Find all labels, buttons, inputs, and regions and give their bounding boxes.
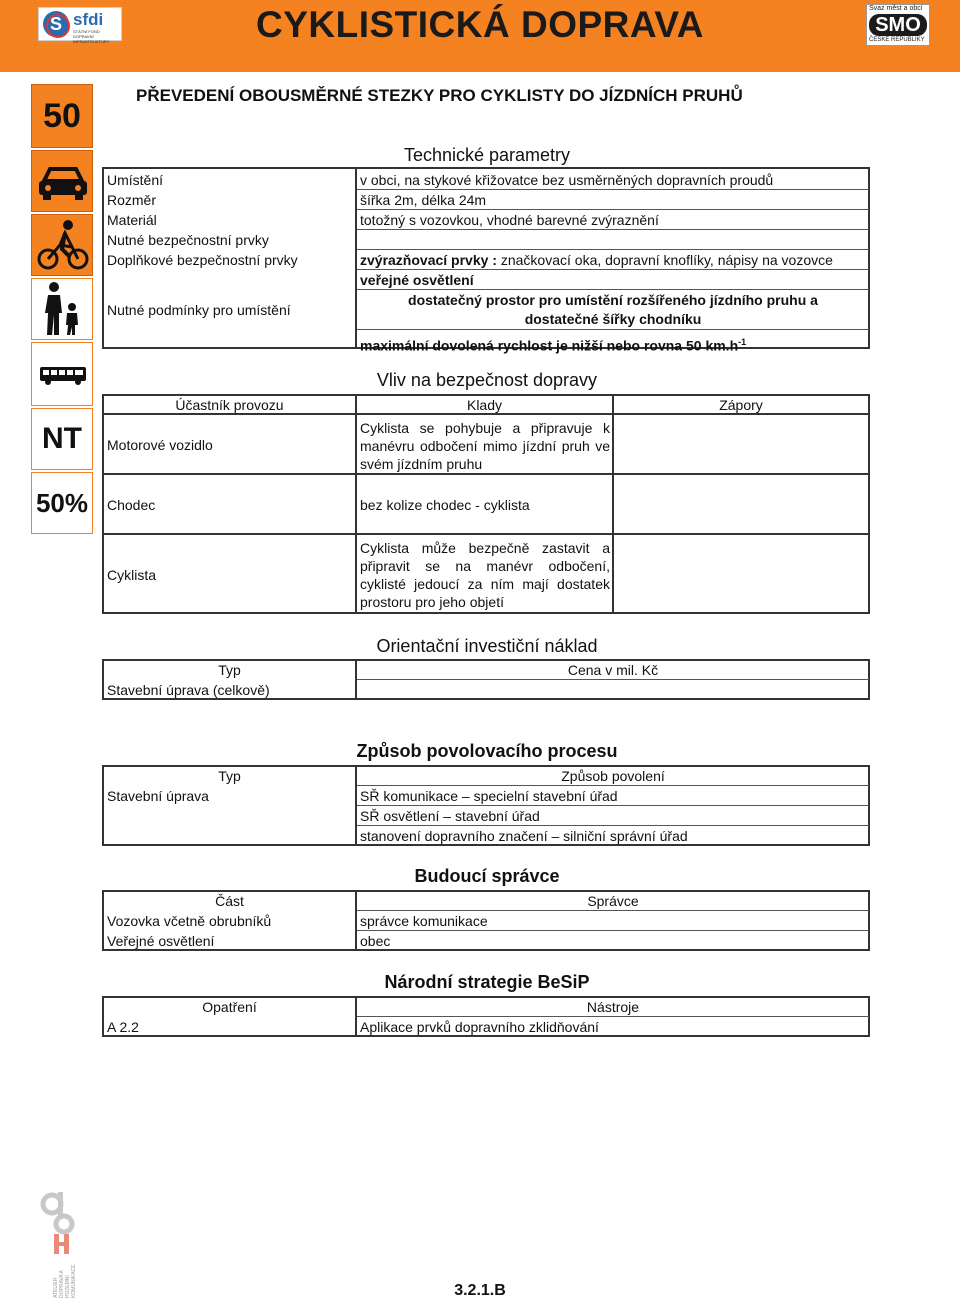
value-max-speed [360, 334, 746, 355]
pedestrian-icon [32, 279, 94, 341]
page-title: CYKLISTICKÁ DOPRAVA [255, 4, 705, 45]
naklad-row-line [357, 679, 869, 680]
value-material: totožný s vozovkou, vhodné barevné zvýraznění [360, 212, 659, 228]
cyclist-tile [31, 214, 93, 276]
bus-tile [31, 342, 93, 406]
naklad-col-cena: Cena v mil. Kč [567, 662, 659, 678]
smo-logo-top: Svaz měst a obcí [869, 5, 923, 12]
measure-subtitle: PŘEVEDENÍ OBOUSMĚRNÉ STEZKY PRO CYKLISTY DO JÍZDNÍCH PRUHŮ [136, 86, 743, 105]
nt-label: NT [42, 422, 82, 455]
speed-limit-value: 50 [43, 96, 81, 135]
value-verejne-osvetleni: veřejné osvětlení [360, 272, 474, 288]
value-doplnkove-bold: zvýrazňovací prvky : [360, 252, 497, 268]
value-doplnkove [360, 252, 833, 269]
label-doplnkove-prvky: Doplňkové bezpečnostní prvky [107, 252, 298, 268]
vliv-row-line [104, 473, 868, 475]
naklad-col-typ: Typ [218, 662, 241, 678]
povoleni-col-typ: Typ [218, 768, 241, 784]
vliv-klady-cyklista: Cyklista může bezpečně zastavit a připravit se na manévr odbočení, cyklisté jedoucí za ním mají dostatek prostoru pro jeho objetí [360, 540, 610, 610]
tech-row-line [357, 289, 869, 290]
percent-label: 50% [35, 487, 89, 518]
vliv-row-line [104, 533, 868, 535]
value-max-speed-sup: -1 [738, 337, 747, 347]
vliv-klady-motor: Cyklista se pohybuje a připravuje k manévru odbočení mimo jízdní pruh ve svém jízdním pruhu [360, 420, 610, 472]
spravce-col-cast: Část [215, 893, 244, 909]
besip-row-line [357, 1016, 869, 1017]
label-umisteni: Umístění [107, 172, 164, 188]
value-rozmer: šířka 2m, délka 24m [360, 192, 487, 208]
vliv-col-zapory: Zápory [719, 397, 763, 413]
povoleni-title: Způsob povolovacího procesu [356, 741, 618, 761]
spravce-row-line [357, 910, 869, 911]
besip-title: Národní strategie BeSiP [384, 972, 590, 992]
percent-tile [31, 472, 93, 534]
besip-nastroje-value: Aplikace prvků dopravního zklidňování [360, 1019, 599, 1035]
besip-opatreni-value: A 2.2 [107, 1019, 139, 1035]
value-umisteni: v obci, na stykové křižovatce bez usměrněných dopravních proudů [360, 172, 774, 188]
page-code: 3.2.1.B [454, 1282, 506, 1299]
tech-row-line [357, 269, 869, 270]
povoleni-typ-value: Stavební úprava [107, 788, 209, 804]
spravce-cast-osvetleni: Veřejné osvětlení [107, 933, 215, 949]
besip-col-nastroje: Nástroje [586, 999, 640, 1015]
tech-row-line [357, 229, 869, 230]
car-tile [31, 150, 93, 212]
smo-logo [866, 4, 930, 46]
vliv-col-participant: Účastník provozu [175, 397, 284, 413]
bus-icon [32, 343, 94, 407]
naklad-title: Orientační investiční náklad [376, 636, 598, 656]
povoleni-item: stanovení dopravního značení – silniční správní úřad [360, 828, 688, 844]
label-nutne-prvky: Nutné bezpečnostní prvky [107, 232, 269, 248]
povoleni-col-zpusob: Způsob povolení [561, 768, 665, 784]
povoleni-item: SŘ komunikace – specielní stavební úřad [360, 788, 618, 804]
label-rozmer: Rozměr [107, 192, 157, 208]
spravce-value-vozovka: správce komunikace [360, 913, 488, 929]
vliv-divider-2 [612, 394, 614, 614]
vliv-col-klady: Klady [466, 397, 503, 413]
povoleni-item: SŘ osvětlení – stavební úřad [360, 808, 540, 824]
sfdi-caption: STÁTNÍ FOND DOPRAVNÍ INFRASTRUKTURY [73, 29, 110, 44]
povoleni-row-line [357, 805, 869, 806]
cyclist-icon [32, 215, 94, 277]
naklad-typ-value: Stavební úprava (celkově) [107, 682, 270, 698]
sfdi-mark: S [43, 11, 69, 37]
car-icon [32, 151, 94, 213]
pedestrian-tile [31, 278, 93, 340]
nt-tile [31, 408, 93, 470]
tech-row-line [357, 209, 869, 210]
tech-row-line [357, 249, 869, 250]
vliv-header-line [104, 413, 868, 415]
value-podminky-2: dostatečné šířky chodníku [524, 311, 702, 327]
tech-title: Technické parametry [403, 145, 571, 165]
speed-limit-tile [31, 84, 93, 148]
atelier-logo-text: ATELIER DOPRAVA A POZEMNÍ KOMUNIKACE [53, 1264, 77, 1298]
tech-row-line [357, 189, 869, 190]
label-material: Materiál [107, 212, 157, 228]
tech-row-line [357, 329, 869, 330]
vliv-participant-cyklista: Cyklista [107, 567, 157, 583]
label-podminky: Nutné podmínky pro umístění [107, 302, 291, 318]
vliv-divider-1 [355, 394, 357, 614]
povoleni-row-line [357, 785, 869, 786]
header-bar [0, 0, 960, 72]
spravce-value-osvetleni: obec [360, 933, 391, 949]
sfdi-name: sfdi [73, 10, 104, 29]
value-doplnkove-rest: značkovací oka, dopravní knoflíky, nápisy na vozovce [496, 252, 833, 268]
smo-logo-mark: SMO [869, 14, 927, 36]
vliv-title: Vliv na bezpečnost dopravy [376, 370, 598, 390]
spravce-cast-vozovka: Vozovka včetně obrubníků [107, 913, 272, 929]
besip-col-opatreni: Opatření [202, 999, 257, 1015]
value-podminky-1: dostatečný prostor pro umístění rozšířeného jízdního pruhu a [408, 292, 818, 308]
smo-logo-bottom: ČESKÉ REPUBLIKY [869, 37, 925, 43]
value-max-speed-text: maximální dovolená rychlost je nižší nebo rovna 50 km.h [360, 337, 739, 354]
vliv-participant-motor: Motorové vozidlo [107, 437, 213, 453]
povoleni-row-line [357, 825, 869, 826]
spravce-row-line [357, 930, 869, 931]
spravce-col-spravce: Správce [587, 893, 639, 909]
vliv-klady-chodec: bez kolize chodec - cyklista [360, 497, 530, 513]
spravce-title: Budoucí správce [414, 866, 560, 886]
vliv-participant-chodec: Chodec [107, 497, 156, 513]
